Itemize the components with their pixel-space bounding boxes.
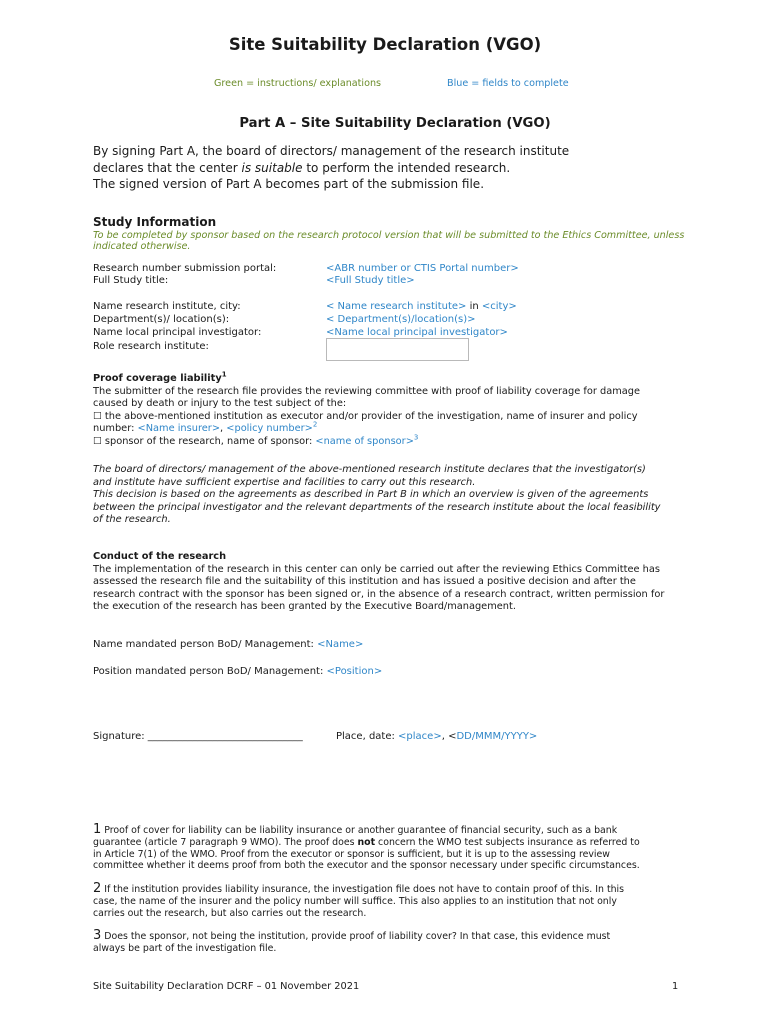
mandated-name-row: Name mandated person BoD/ Management: <Name> xyxy=(93,639,364,650)
field-study-title xyxy=(93,275,415,286)
institute-name-field[interactable]: < Name research institute> xyxy=(326,301,467,312)
footnote-1: 1 Proof of cover for liability can be liability insurance or another guarantee of financial security, such as a bank guarantee (article 7 paragraph 9 WMO). The proof does not concern the WMO test subjects insurance as referred to in Article 7(1) of the WMO. Proof from the executor or sponsor is sufficient, but it is up to the assessing review committee whether it deems proof from both the executor and the sponsor necessary under specific circumstances. xyxy=(93,822,640,872)
proof-coverage-heading: Proof coverage liability$^1$ xyxy=(93,370,227,384)
sponsor-name-field[interactable]: <name of sponsor> xyxy=(315,435,414,447)
intro-paragraph xyxy=(93,143,569,193)
legend-instructions: Green = instructions/ explanations xyxy=(214,78,382,89)
field-label: Full Study title: xyxy=(93,275,169,286)
field-label: Name local principal investigator: xyxy=(93,327,262,338)
place-field[interactable]: <place> xyxy=(398,731,442,742)
field-label: Name research institute, city: xyxy=(93,301,241,312)
city-field[interactable]: <city> xyxy=(481,301,517,312)
field-label: Research number submission portal: xyxy=(93,263,277,274)
intro-line-2: declares that the center is suitable to perform the intended research. xyxy=(93,160,511,175)
mandated-position-field[interactable]: <Position> xyxy=(326,666,383,677)
field-principal-investigator xyxy=(93,327,508,338)
intro-line-1: By signing Part A, the board of directors/ management of the research institute xyxy=(93,144,570,158)
intro-line-3: The signed version of Part A becomes part of the submission file. xyxy=(93,177,485,191)
policy-number-field[interactable]: <policy number> xyxy=(226,423,313,435)
signature-row xyxy=(93,731,303,742)
part-a-title: Part A – Site Suitability Declaration (VGO) xyxy=(239,116,551,131)
checkbox-institution[interactable]: ☐ the above-mentioned institution as executor and/or provider of the investigation, name of insurer and policy xyxy=(93,410,638,422)
insurer-line: number: <Name insurer>, <policy number>$^2$ xyxy=(93,421,318,435)
department-field[interactable]: < Department(s)/location(s)> xyxy=(326,314,476,325)
study-title-field[interactable]: <Full Study title> xyxy=(326,275,415,286)
mandated-position-row: Position mandated person BoD/ Management: <Position> xyxy=(93,666,383,677)
role-institute-input[interactable] xyxy=(326,338,469,361)
field-research-number xyxy=(93,263,519,274)
signature-line[interactable]: Signature: _______________________________ xyxy=(93,731,303,742)
study-info-instruction: To be completed by sponsor based on the research protocol version that will be submitted to the Ethics Committee, unless indicated otherwise. xyxy=(93,230,685,253)
institute-city-value: < Name research institute> in <city> xyxy=(326,301,517,312)
study-info-heading: Study Information xyxy=(93,215,217,229)
field-label: Role research institute: xyxy=(93,341,209,352)
page-number: 1 xyxy=(672,981,679,992)
conduct-heading: Conduct of the research xyxy=(93,551,227,562)
footnote-3: 3 Does the sponsor, not being the institution, provide proof of liability cover? In that case, this evidence must always be part of the investigation file. xyxy=(93,928,611,954)
legend-fields: Blue = fields to complete xyxy=(447,78,569,89)
field-label: Department(s)/ location(s): xyxy=(93,314,230,325)
field-role-institute xyxy=(93,341,209,352)
principal-investigator-field[interactable]: <Name local principal investigator> xyxy=(326,327,508,338)
document-title: Site Suitability Declaration (VGO) xyxy=(228,35,542,54)
field-department xyxy=(93,314,476,325)
footer-text: Site Suitability Declaration DCRF – 01 November 2021 xyxy=(93,981,360,992)
board-statement: The board of directors/ management of the above-mentioned research institute declares that the investigator(s) and institute have sufficient expertise and facilities to carry out this research. This decision is based on the agreements as described in Part B in which an overview is given of the agreements between the principal investigator and the relevant departments of the research institute about the local feasibility of the research. xyxy=(93,464,661,526)
footnote-2: 2 If the institution provides liability insurance, the investigation file does not have to contain proof of this. In this case, the name of the insurer and the policy number will suffice. This also applies to an institution that not only carries out the research, but also carries out the research. xyxy=(93,881,625,919)
proof-coverage-section xyxy=(93,370,703,449)
checkbox-sponsor[interactable]: ☐ sponsor of the research, name of sponsor: <name of sponsor>$^3$ xyxy=(93,433,419,447)
proof-line: The submitter of the research file provides the reviewing committee with proof of liability coverage for damage xyxy=(93,385,640,397)
conduct-section: Conduct of the research The implementation of the research in this center can only be carried out after the reviewing Ethics Committee has assessed the research file and the suitability of this institution and has issued a positive decision and after the research contract with the sponsor has been signed or, in the absence of a research contract, written permission for the execution of the research has been granted by the Executive Board/management. xyxy=(93,551,703,614)
research-number-field[interactable]: <ABR number or CTIS Portal number> xyxy=(326,263,519,274)
date-field[interactable]: DD/MMM/YYYY> xyxy=(456,731,538,742)
proof-line: caused by death or injury to the test subject of the: xyxy=(93,398,347,410)
insurer-name-field[interactable]: <Name insurer> xyxy=(137,423,221,435)
field-institute-city xyxy=(93,301,517,312)
place-date-row: Place, date: <place>, <DD/MMM/YYYY> xyxy=(336,731,538,742)
mandated-name-field[interactable]: <Name> xyxy=(317,639,364,650)
